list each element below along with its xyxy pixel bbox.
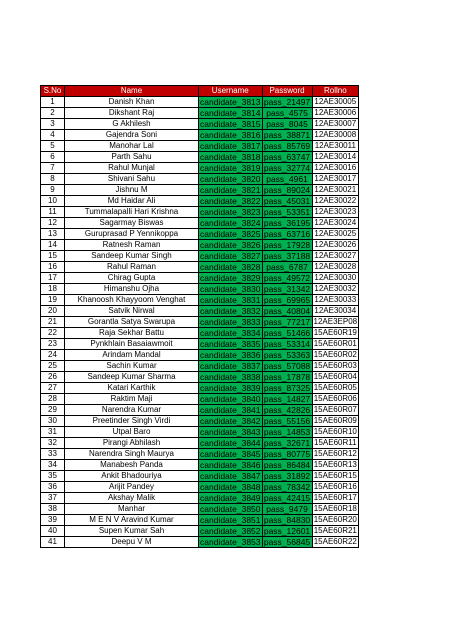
cell-rollno: 15AE60R04 [313, 372, 357, 381]
cell-sno: 5 [41, 141, 65, 152]
cell-password: pass_89024 [263, 185, 311, 195]
cell-name: Rahul Raman [65, 262, 199, 273]
table-row [41, 317, 359, 328]
table-row [41, 306, 359, 317]
cell-name: Himanshu Ojha [65, 284, 199, 295]
cell-name: Manohar Lal [65, 141, 199, 152]
cell-rollno: 15AE60R07 [313, 405, 357, 414]
cell-username: candidate_3853 [200, 537, 261, 547]
table-body [41, 97, 359, 548]
cell-sno: 1 [41, 97, 65, 108]
table-row [41, 482, 359, 493]
cell-password: pass_53363 [263, 350, 311, 360]
table-row [41, 141, 359, 152]
cell-rollno: 12AE30022 [312, 196, 359, 207]
cell-username: candidate_3847 [200, 471, 261, 481]
table-row [41, 383, 359, 394]
table-row [41, 515, 359, 526]
cell-sno: 27 [41, 383, 65, 394]
cell-password: pass_45031 [263, 196, 311, 206]
table-row [41, 493, 359, 504]
cell-rollno: 15AE60R22 [313, 537, 357, 546]
cell-sno: 25 [41, 361, 65, 372]
cell-sno: 33 [41, 449, 65, 460]
cell-password: pass_78342 [263, 482, 311, 492]
cell-username: candidate_3833 [200, 317, 261, 327]
cell-rollno: 12AE30016 [312, 163, 359, 174]
cell-sno: 23 [41, 339, 65, 350]
cell-sno: 17 [41, 273, 65, 284]
cell-sno: 18 [41, 284, 65, 295]
table-row [41, 350, 359, 361]
cell-sno: 40 [41, 526, 65, 537]
cell-name: Narendra Kumar [65, 405, 199, 416]
cell-sno: 15 [41, 251, 65, 262]
cell-name: Akshay Malik [65, 493, 199, 504]
cell-name: Sachin Kumar [65, 361, 199, 372]
cell-name: Preetinder Singh Virdi [65, 416, 199, 427]
cell-username: candidate_3843 [200, 427, 261, 437]
cell-username: candidate_3836 [200, 350, 261, 360]
cell-rollno: 12AE30033 [312, 295, 359, 306]
cell-username: candidate_3816 [200, 130, 261, 140]
cell-rollno: 12AE30027 [312, 251, 359, 262]
cell-name: Md Haidar Ali [65, 196, 199, 207]
table-row [41, 207, 359, 218]
table-row [41, 273, 359, 284]
cell-name: Raja Sekhar Battu [65, 328, 199, 339]
cell-sno: 41 [41, 537, 65, 548]
table-row [41, 174, 359, 185]
cell-name: Danish Khan [65, 97, 199, 108]
cell-password: pass_49572 [263, 273, 311, 283]
cell-rollno: 12AE30006 [312, 108, 359, 119]
cell-username: candidate_3826 [200, 240, 261, 250]
cell-sno: 28 [41, 394, 65, 405]
cell-rollno: 12AE30028 [312, 262, 359, 273]
cell-rollno: 12AE30034 [312, 306, 359, 317]
cell-name: Parth Sahu [65, 152, 199, 163]
cell-sno: 29 [41, 405, 65, 416]
table-row [41, 372, 359, 383]
cell-password: pass_32671 [263, 438, 311, 448]
cell-username: candidate_3821 [200, 185, 261, 195]
cell-sno: 13 [41, 229, 65, 240]
cell-password: pass_53351 [263, 207, 311, 217]
cell-rollno: 12AE30008 [312, 130, 359, 141]
cell-sno: 37 [41, 493, 65, 504]
cell-username: candidate_3824 [200, 218, 261, 228]
cell-rollno: 15AE60R19 [313, 328, 357, 337]
cell-username: candidate_3834 [200, 328, 261, 338]
cell-username: candidate_3845 [200, 449, 261, 459]
cell-rollno: 15AE60R13 [313, 460, 357, 469]
cell-password: pass_42826 [263, 405, 311, 415]
cell-sno: 4 [41, 130, 65, 141]
cell-rollno: 15AE60R17 [313, 493, 357, 502]
cell-password: pass_87325 [263, 383, 311, 393]
cell-password: pass_84830 [263, 515, 311, 525]
table-row [41, 504, 359, 515]
cell-sno: 12 [41, 218, 65, 229]
cell-name: Pynkhlain Basaiawmoit [65, 339, 199, 350]
cell-rollno: 12AE30011 [312, 141, 359, 152]
table-row [41, 196, 359, 207]
cell-sno: 39 [41, 515, 65, 526]
cell-rollno: 15AE60R11 [312, 438, 359, 449]
cell-password: pass_36195 [263, 218, 311, 228]
header-sno: S.No [41, 86, 65, 97]
table-row [41, 119, 359, 130]
table-row [41, 460, 359, 471]
cell-name: Sandeep Kumar Sharma [65, 372, 199, 383]
table-row [41, 405, 359, 416]
cell-username: candidate_3840 [200, 394, 261, 404]
cell-password: pass_51466 [263, 328, 311, 338]
cell-rollno: 15AE60R20 [313, 515, 357, 524]
cell-rollno: 12AE30021 [312, 185, 359, 196]
cell-username: candidate_3844 [200, 438, 261, 448]
cell-username: candidate_3832 [200, 306, 261, 316]
cell-name: Katari Karthik [65, 383, 199, 394]
cell-rollno: 12AE30014 [312, 152, 359, 163]
cell-rollno: 15AE60R06 [313, 394, 357, 403]
cell-password: pass_38871 [263, 130, 311, 140]
table-row [41, 218, 359, 229]
cell-username: candidate_3813 [200, 97, 261, 107]
cell-name: Khanoosh Khayyoom Venghat [65, 295, 199, 306]
cell-name: Supen Kumar Sah [65, 526, 199, 537]
cell-sno: 8 [41, 174, 65, 185]
cell-sno: 32 [41, 438, 65, 449]
table-row [41, 427, 359, 438]
cell-rollno: 12AE30026 [312, 240, 359, 251]
cell-sno: 11 [41, 207, 65, 218]
cell-sno: 19 [41, 295, 65, 306]
cell-password: pass_4575 [262, 108, 312, 119]
cell-name: Deepu V M [65, 537, 199, 548]
cell-username: candidate_3835 [200, 339, 261, 349]
cell-sno: 16 [41, 262, 65, 273]
cell-password: pass_42415 [263, 493, 311, 503]
table-row [41, 240, 359, 251]
table-row [41, 449, 359, 460]
cell-sno: 3 [41, 119, 65, 130]
cell-sno: 31 [41, 427, 65, 438]
cell-username: candidate_3822 [200, 196, 261, 206]
cell-password: pass_85769 [263, 141, 311, 151]
cell-password: pass_69965 [263, 295, 311, 305]
table-row [41, 438, 359, 449]
header-password: Password [262, 86, 312, 97]
table-row [41, 339, 359, 350]
cell-username: candidate_3819 [200, 163, 261, 173]
cell-sno: 26 [41, 372, 65, 383]
table-row [41, 130, 359, 141]
cell-sno: 30 [41, 416, 65, 427]
cell-name: Ratnesh Raman [65, 240, 199, 251]
cell-name: Dikshant Raj [65, 108, 199, 119]
cell-name: Satvik Nirwal [65, 306, 199, 317]
cell-username: candidate_3839 [200, 383, 261, 393]
cell-sno: 21 [41, 317, 65, 328]
cell-username: candidate_3825 [200, 229, 261, 239]
cell-username: candidate_3852 [200, 526, 261, 536]
cell-username: candidate_3828 [200, 262, 261, 272]
cell-name: Manabesh Panda [65, 460, 199, 471]
cell-password: pass_14827 [263, 394, 311, 404]
cell-password: pass_53314 [263, 339, 311, 349]
cell-username: candidate_3838 [200, 372, 261, 382]
cell-name: Ankit Bhadouriya [65, 471, 199, 482]
cell-name: Raktim Maji [65, 394, 199, 405]
cell-name: G Akhilesh [65, 119, 199, 130]
cell-password: pass_57088 [263, 361, 311, 371]
cell-sno: 38 [41, 504, 65, 515]
header-name: Name [65, 86, 199, 97]
cell-username: candidate_3829 [200, 273, 261, 283]
cell-rollno: 15AE60R15 [313, 471, 357, 480]
cell-password: pass_21497 [263, 97, 311, 107]
cell-password: pass_37188 [263, 251, 311, 261]
cell-name: Arijit Pandey [65, 482, 199, 493]
table-row [41, 163, 359, 174]
table-row [41, 152, 359, 163]
cell-password: pass_63747 [263, 152, 311, 162]
cell-rollno: 15AE60R01 [313, 339, 357, 348]
cell-password: pass_80775 [263, 449, 311, 459]
table-row [41, 284, 359, 295]
cell-username: candidate_3849 [200, 493, 261, 503]
cell-sno: 36 [41, 482, 65, 493]
cell-rollno: 12AE30030 [312, 273, 359, 284]
cell-sno: 35 [41, 471, 65, 482]
cell-password: pass_55156 [263, 416, 311, 426]
cell-rollno: 12AE30023 [312, 207, 359, 218]
cell-sno: 34 [41, 460, 65, 471]
cell-rollno: 15AE60R03 [313, 361, 357, 370]
cell-sno: 22 [41, 328, 65, 339]
cell-password: pass_63716 [263, 229, 311, 239]
cell-name: Shivani Sahu [65, 174, 199, 185]
table-row [41, 97, 359, 108]
cell-sno: 14 [41, 240, 65, 251]
cell-sno: 10 [41, 196, 65, 207]
cell-username: candidate_3830 [200, 284, 261, 294]
cell-rollno: 12AE30005 [312, 97, 359, 108]
cell-username: candidate_3814 [200, 108, 261, 118]
cell-sno: 7 [41, 163, 65, 174]
cell-rollno: 15AE60R02 [313, 350, 357, 359]
cell-password: pass_6787 [262, 262, 312, 273]
cell-rollno: 12AE30025 [312, 229, 359, 240]
cell-name: Sandeep Kumar Singh [65, 251, 199, 262]
cell-name: Arindam Mandal [65, 350, 199, 361]
cell-password: pass_4961 [262, 174, 312, 185]
cell-rollno: 15AE60R18 [313, 504, 357, 513]
cell-username: candidate_3815 [200, 119, 261, 129]
cell-rollno: 15AE60R16 [313, 482, 357, 491]
cell-password: pass_17928 [263, 240, 311, 250]
table-row [41, 295, 359, 306]
cell-name: Rahul Munjal [65, 163, 199, 174]
header-rollno: Rollno [312, 86, 359, 97]
cell-password: pass_31342 [263, 284, 311, 294]
candidate-table [40, 85, 359, 548]
table-row [41, 262, 359, 273]
table-row [41, 108, 359, 119]
cell-name: Utpal Baro [65, 427, 199, 438]
cell-name: Jishnu M [65, 185, 199, 196]
cell-rollno: 12AE30024 [312, 218, 359, 229]
cell-name: Gajendra Soni [65, 130, 199, 141]
table-row [41, 328, 359, 339]
cell-sno: 2 [41, 108, 65, 119]
cell-rollno: 12AE30007 [312, 119, 359, 130]
cell-sno: 20 [41, 306, 65, 317]
cell-username: candidate_3818 [200, 152, 261, 162]
table-row [41, 229, 359, 240]
table-row [41, 185, 359, 196]
cell-password: pass_56845 [263, 537, 311, 547]
candidate-sheet [40, 85, 359, 548]
cell-rollno: 15AE60R10 [313, 427, 357, 436]
cell-name: Guruprasad P Yennikoppa [65, 229, 199, 240]
table-row [41, 471, 359, 482]
table-row [41, 526, 359, 537]
header-username: Username [199, 86, 263, 97]
cell-rollno: 12AE30017 [312, 174, 359, 185]
cell-name: Tummalapalli Hari Krishna [65, 207, 199, 218]
cell-username: candidate_3846 [200, 460, 261, 470]
cell-password: pass_77217 [263, 317, 311, 327]
cell-password: pass_86484 [263, 460, 311, 470]
table-row [41, 394, 359, 405]
cell-username: candidate_3848 [200, 482, 261, 492]
cell-password: pass_14853 [263, 427, 311, 437]
table-row [41, 416, 359, 427]
cell-username: candidate_3837 [200, 361, 261, 371]
cell-username: candidate_3820 [200, 174, 261, 184]
cell-username: candidate_3842 [200, 416, 261, 426]
cell-rollno: 12AE30032 [312, 284, 359, 295]
cell-name: Pirangi Abhilash [65, 438, 199, 449]
cell-password: pass_40804 [263, 306, 311, 316]
cell-name: Manhar [65, 504, 199, 515]
cell-sno: 6 [41, 152, 65, 163]
cell-name: Narendra Singh Maurya [65, 449, 199, 460]
table-row [41, 251, 359, 262]
table-row [41, 361, 359, 372]
table-row [41, 537, 359, 548]
cell-username: candidate_3831 [200, 295, 261, 305]
cell-name: Sagarmay Biswas [65, 218, 199, 229]
cell-rollno: 15AE60R21 [313, 526, 357, 535]
cell-username: candidate_3851 [200, 515, 261, 525]
cell-username: candidate_3827 [200, 251, 261, 261]
cell-rollno: 15AE60R12 [313, 449, 357, 458]
cell-username: candidate_3841 [200, 405, 261, 415]
cell-password: pass_9479 [262, 504, 312, 515]
cell-rollno: 15AE60R05 [313, 383, 357, 392]
cell-password: pass_8045 [262, 119, 312, 130]
cell-sno: 24 [41, 350, 65, 361]
cell-password: pass_31892 [263, 471, 311, 481]
cell-username: candidate_3823 [200, 207, 261, 217]
cell-rollno: 15AE60R09 [313, 416, 357, 425]
cell-password: pass_12601 [263, 526, 311, 536]
cell-name: Chirag Gupta [65, 273, 199, 284]
cell-password: pass_17878 [263, 372, 311, 382]
cell-sno: 9 [41, 185, 65, 196]
cell-username: candidate_3817 [200, 141, 261, 151]
cell-name: Gorantla Satya Swarupa [65, 317, 199, 328]
cell-name: M E N V Aravind Kumar [65, 515, 199, 526]
header-row [41, 86, 359, 97]
cell-username: candidate_3850 [200, 504, 261, 514]
cell-rollno: 12AE3EP08 [313, 317, 358, 326]
cell-password: pass_32774 [263, 163, 311, 173]
